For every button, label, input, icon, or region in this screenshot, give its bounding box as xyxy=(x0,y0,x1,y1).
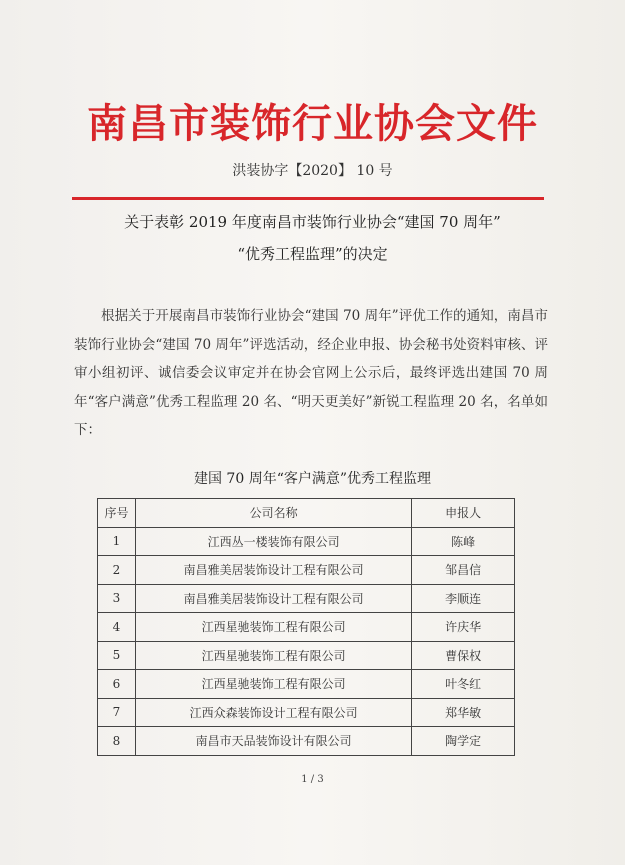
row-company: 南昌市天品装饰设计有限公司 xyxy=(135,727,411,756)
subject-line-1: 关于表彰 2019 年度南昌市装饰行业协会“建国 70 周年” xyxy=(124,213,501,231)
subject-line-2: “优秀工程监理”的决定 xyxy=(237,245,388,263)
row-index: 4 xyxy=(98,613,136,642)
row-index: 6 xyxy=(98,670,136,699)
row-applicant: 陈峰 xyxy=(412,527,515,556)
row-company: 江西星驰装饰工程有限公司 xyxy=(135,670,411,699)
row-applicant: 郑华敏 xyxy=(412,698,515,727)
row-applicant: 陶学定 xyxy=(412,727,515,756)
table-row xyxy=(98,698,515,727)
table-row xyxy=(98,556,515,585)
table-row xyxy=(98,527,515,556)
body-paragraph: 根据关于开展南昌市装饰行业协会“建国 70 周年”评优工作的通知，南昌市装饰行业协会“建国 70 周年”评选活动，经企业申报、协会秘书处资料审核、评审小组初评、诚信委会议审定并在协会官网上公示后，最终评选出建国 70 周年“客户满意”优秀工程监理 20 名、“明天更美好”新锐工程监理 20 名，名单如下： xyxy=(74,308,548,438)
award-table xyxy=(97,498,515,756)
header-company: 公司名称 xyxy=(135,499,411,528)
table-row xyxy=(98,727,515,756)
row-applicant: 许庆华 xyxy=(412,613,515,642)
document-subject xyxy=(0,206,625,270)
row-index: 1 xyxy=(98,527,136,556)
red-divider xyxy=(72,197,544,200)
row-company: 南昌雅美居装饰设计工程有限公司 xyxy=(135,556,411,585)
row-index: 8 xyxy=(98,727,136,756)
page-number: 1 / 3 xyxy=(301,774,324,785)
table-row xyxy=(98,584,515,613)
row-index: 2 xyxy=(98,556,136,585)
document-title: 南昌市装饰行业协会文件 xyxy=(87,100,538,147)
row-company: 江西星驰装饰工程有限公司 xyxy=(135,613,411,642)
row-applicant: 叶冬红 xyxy=(412,670,515,699)
row-index: 3 xyxy=(98,584,136,613)
row-company: 江西星驰装饰工程有限公司 xyxy=(135,641,411,670)
row-company: 江西丛一楼装饰有限公司 xyxy=(135,527,411,556)
table-row xyxy=(98,641,515,670)
row-applicant: 邹昌信 xyxy=(412,556,515,585)
row-company: 南昌雅美居装饰设计工程有限公司 xyxy=(135,584,411,613)
header-applicant: 申报人 xyxy=(412,499,515,528)
table-header-row xyxy=(98,499,515,528)
row-index: 7 xyxy=(98,698,136,727)
row-company: 江西众森装饰设计工程有限公司 xyxy=(135,698,411,727)
table-row xyxy=(98,670,515,699)
body-text xyxy=(74,302,548,445)
table-row xyxy=(98,613,515,642)
document-number: 洪装协字【2020】 10 号 xyxy=(232,163,393,179)
row-index: 5 xyxy=(98,641,136,670)
table-title: 建国 70 周年“客户满意”优秀工程监理 xyxy=(193,471,432,487)
row-applicant: 李顺连 xyxy=(412,584,515,613)
header-index: 序号 xyxy=(98,499,136,528)
row-applicant: 曹保权 xyxy=(412,641,515,670)
